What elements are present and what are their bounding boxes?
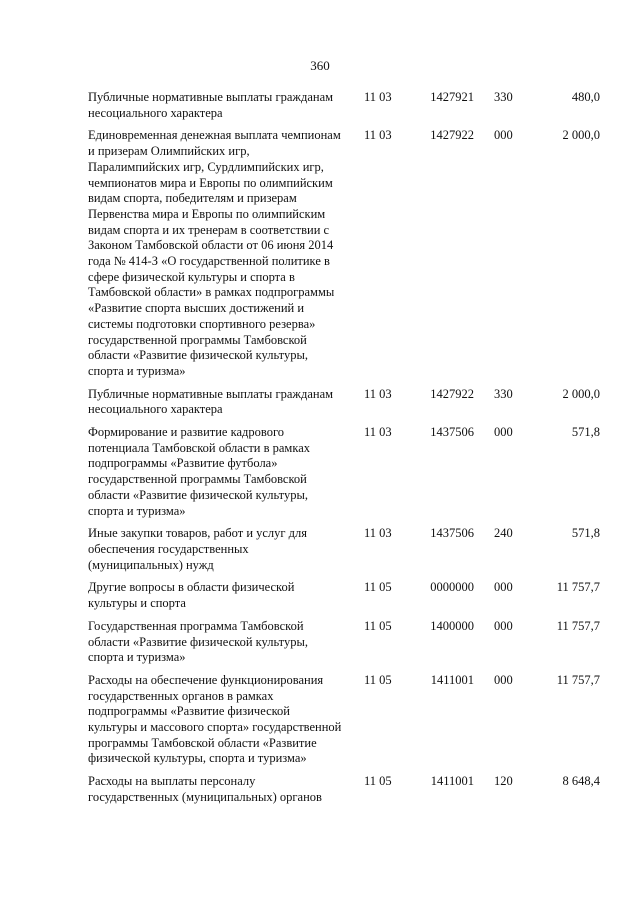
row-expense-type: 000 — [494, 618, 513, 633]
row-section-code: 11 03 — [364, 90, 392, 104]
row-expense-type: 240 — [494, 526, 513, 541]
row-amount: 480,0 — [571, 90, 600, 104]
row-section-code: 11 05 — [364, 580, 392, 595]
table-row — [88, 387, 600, 418]
row-name: Формирование и развитие кадрового потенциала Тамбовской области в рамках подпрограммы «Развитие футбола» государственной программы Тамбовской области «Развитие физической культуры, спорта и туризма» — [88, 425, 311, 518]
table-row — [88, 526, 600, 573]
row-expense-type: 000 — [494, 425, 513, 440]
row-amount: 11 757,7 — [556, 618, 600, 633]
row-expense-type: 120 — [494, 774, 513, 789]
row-amount: 11 757,7 — [556, 580, 600, 595]
budget-table — [88, 90, 600, 813]
row-name: Публичные нормативные выплаты гражданам несоциального характера — [88, 90, 334, 120]
row-name: Публичные нормативные выплаты гражданам несоциального характера — [88, 386, 334, 417]
row-expense-type: 330 — [494, 90, 513, 104]
row-name: Расходы на выплаты персоналу государственных (муниципальных) органов — [88, 774, 322, 804]
row-target-code: 1437506 — [430, 526, 474, 541]
row-name: Единовременная денежная выплата чемпионам и призерам Олимпийских игр, Паралимпийских игр, Сурдлимпийских игр, чемпионатов мира и Европы по олимпийским видам спорта, победителям и призерам Первенства мира и Европы по олимпийским видам спорта и их тренерам в соответствии с Законом Тамбовской области от 06 июня 2014 года № 414-З «О государственной политике в сфере физической культуры и спорта в Тамбовской области» в рамках подпрограммы «Развитие спорта высших достижений и системы подготовки спортивного резерва» государственной программы Тамбовской области «Развитие физической культуры, спорта и туризма» — [88, 128, 341, 378]
row-section-code: 11 03 — [364, 386, 392, 401]
table-row — [88, 580, 600, 611]
row-name: Государственная программа Тамбовской области «Развитие физической культуры, спорта и туризма» — [88, 618, 309, 665]
row-target-code: 1411001 — [430, 774, 474, 789]
row-target-code: 1427922 — [430, 128, 474, 143]
row-amount: 2 000,0 — [562, 386, 600, 401]
table-row — [88, 90, 600, 121]
row-expense-type: 000 — [494, 672, 513, 687]
row-amount: 11 757,7 — [556, 672, 600, 687]
row-name: Иные закупки товаров, работ и услуг для обеспечения государственных (муниципальных) нужд — [88, 526, 308, 572]
row-target-code: 1427921 — [430, 90, 474, 104]
row-target-code: 0000000 — [430, 580, 474, 595]
row-expense-type: 000 — [494, 580, 513, 595]
row-target-code: 1437506 — [430, 425, 474, 440]
row-expense-type: 000 — [494, 128, 513, 143]
page-number: 360 — [310, 58, 330, 73]
row-section-code: 11 05 — [364, 672, 392, 687]
row-section-code: 11 03 — [364, 425, 392, 440]
row-amount: 571,8 — [571, 526, 600, 541]
table-row — [88, 128, 600, 379]
row-amount: 8 648,4 — [562, 774, 600, 789]
row-section-code: 11 05 — [364, 618, 392, 633]
row-name: Другие вопросы в области физической культуры и спорта — [88, 580, 295, 611]
row-target-code: 1427922 — [430, 386, 474, 401]
table-row — [88, 425, 600, 519]
table-row — [88, 673, 600, 767]
table-row — [88, 774, 600, 805]
row-section-code: 11 03 — [364, 526, 392, 541]
row-target-code: 1411001 — [430, 672, 474, 687]
table-row — [88, 619, 600, 666]
row-amount: 2 000,0 — [562, 128, 600, 143]
row-target-code: 1400000 — [430, 618, 474, 633]
row-section-code: 11 05 — [364, 774, 392, 789]
row-name: Расходы на обеспечение функционирования государственных органов в рамках подпрограммы «Развитие физической культуры и массового спорта» государственной программы Тамбовской области «Развитие физической культуры, спорта и туризма» — [88, 672, 342, 766]
row-amount: 571,8 — [571, 425, 600, 440]
row-expense-type: 330 — [494, 386, 513, 401]
row-section-code: 11 03 — [364, 128, 392, 143]
